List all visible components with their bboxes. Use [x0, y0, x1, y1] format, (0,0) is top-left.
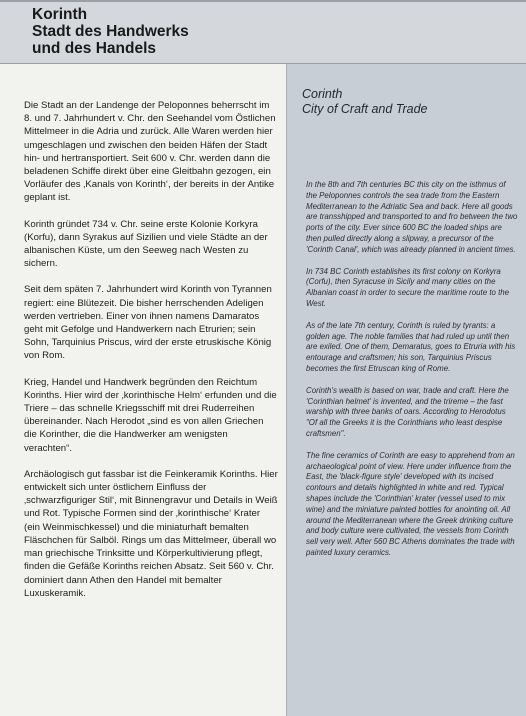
- english-text-column: [306, 180, 518, 570]
- german-paragraph-5: Archäologisch gut fassbar ist die Feinkeramik Korinths. Hier entwickelt sich unter östlichem Einfluss der ‚schwarzfiguriger Stil‘, mit Binnengravur und Details in Weiß und Rot. Typische Formen sind der ‚korinthische‘ Krater (ein Weinmischkessel) und die miniaturhaft bemalten Fläschchen für Salböl. Rings um das Mittelmeer, überall wo man griechische Trinksitte und Körperkultivierung pflegt, finden die Gefäße Korinths reichen Absatz. Seit 560 v. Chr. dominiert dann Athen den Handel mit bemalter Luxuskeramik.: [24, 468, 278, 599]
- title-line-1: Korinth: [32, 6, 88, 23]
- english-title: [302, 87, 522, 116]
- german-paragraph-4: Krieg, Handel und Handwerk begründen den Reichtum Korinths. Hier wird der ‚korinthische Helm‘ erfunden und die Triere – das schnelle Kriegsschiff mit drei Ruderreihen übereinander. Nach Herodot „sind es von allen Griechen die Korinther, die die Handwerker am wenigsten verachten“.: [24, 376, 277, 454]
- german-paragraph-3: Seit dem späten 7. Jahrhundert wird Korinth von Tyrannen regiert: eine Blütezeit. Die bisher herrschenden Adeligen werden vertrieben. Einer von ihnen namens Damaratos geht mit Gefolge und Handwerkern nach Etrurien; sein Sohn, Tarquinius Priscus, wird der erste etruskische König von Rom.: [24, 284, 272, 362]
- german-text-column: [24, 99, 278, 613]
- english-paragraph-2: In 734 BC Corinth establishes its first colony on Korkyra (Corfu), then Syracuse in Sicily and many cities on the Albanian coast in order to secure the maritime route to the West.: [306, 266, 510, 308]
- column-divider: [286, 64, 287, 716]
- english-paragraph-4: Corinth's wealth is based on war, trade and craft. Here the 'Corinthian helmet' is invented, and the trireme – the fast warship with three banks of oars. According to Herodotus "Of all the Greeks it is the Corinthians who least despise craftsmen".: [306, 385, 509, 438]
- english-title-line-2: City of Craft and Trade: [302, 101, 428, 116]
- english-paragraph-1: In the 8th and 7th centuries BC this city on the isthmus of the Peloponnes controls the sea trade from the Eastern Mediterranean to the Adriatic Sea and back. Here all goods are transshipped and transported to and fro between the two ports of the city. Ever since 600 BC the loaded ships are then pulled directly along a slipway, a precursor of the 'Corinth Canal', which was already planned in ancient times.: [306, 180, 518, 254]
- top-border: [0, 0, 526, 2]
- title-line-3: und des Handels: [32, 40, 157, 57]
- german-paragraph-2: Korinth gründet 734 v. Chr. seine erste Kolonie Korkyra (Korfu), dann Syrakus auf Sizilien und viele Städte an der albanischen Küste, um den Seeweg nach Westen zu sichern.: [24, 218, 268, 270]
- page-title: [32, 6, 189, 57]
- german-paragraph-1: Die Stadt an der Landenge der Peloponnes beherrscht im 8. und 7. Jahrhundert v. Chr. den Seehandel vom Östlichen Mittelmeer in die Adria und zurück. Alle Waren werden hier umgeschlagen und zwischen den beiden Häfen der Stadt hin- und hertransportiert. Seit 600 v. Chr. werden dann die beladenen Schiffe direkt über eine Gleitbahn gezogen, ein Vorläufer des ‚Kanals von Korinth‘, der bereits in der Antike geplant ist.: [24, 100, 276, 204]
- english-title-line-1: Corinth: [302, 87, 343, 101]
- english-paragraph-3: As of the late 7th century, Corinth is ruled by tyrants: a golden age. The noble families that had ruled up until then are exiled. One of them, Demaratus, goes to Etruria with his entourage and craftsmen; his son, Tarquinius Priscus becomes the first Etruscan king of Rome.: [306, 320, 516, 373]
- english-paragraph-5: The fine ceramics of Corinth are easy to apprehend from an archaeological point of view. Here under influence from the East, the 'black-figure style' developed with its incised contours and details highlighted in white and red. Typical shapes include the 'Corinthian' krater (vessel used to mix wine) and the miniature painted bottles for anointing oil. All around the Mediterranean where the Greek drinking culture and body culture were cultivated, the vessels from Corinth sell very well. After 560 BC Athens dominates the trade with painted luxury ceramics.: [306, 450, 515, 557]
- title-line-2: Stadt des Handwerks: [32, 23, 189, 40]
